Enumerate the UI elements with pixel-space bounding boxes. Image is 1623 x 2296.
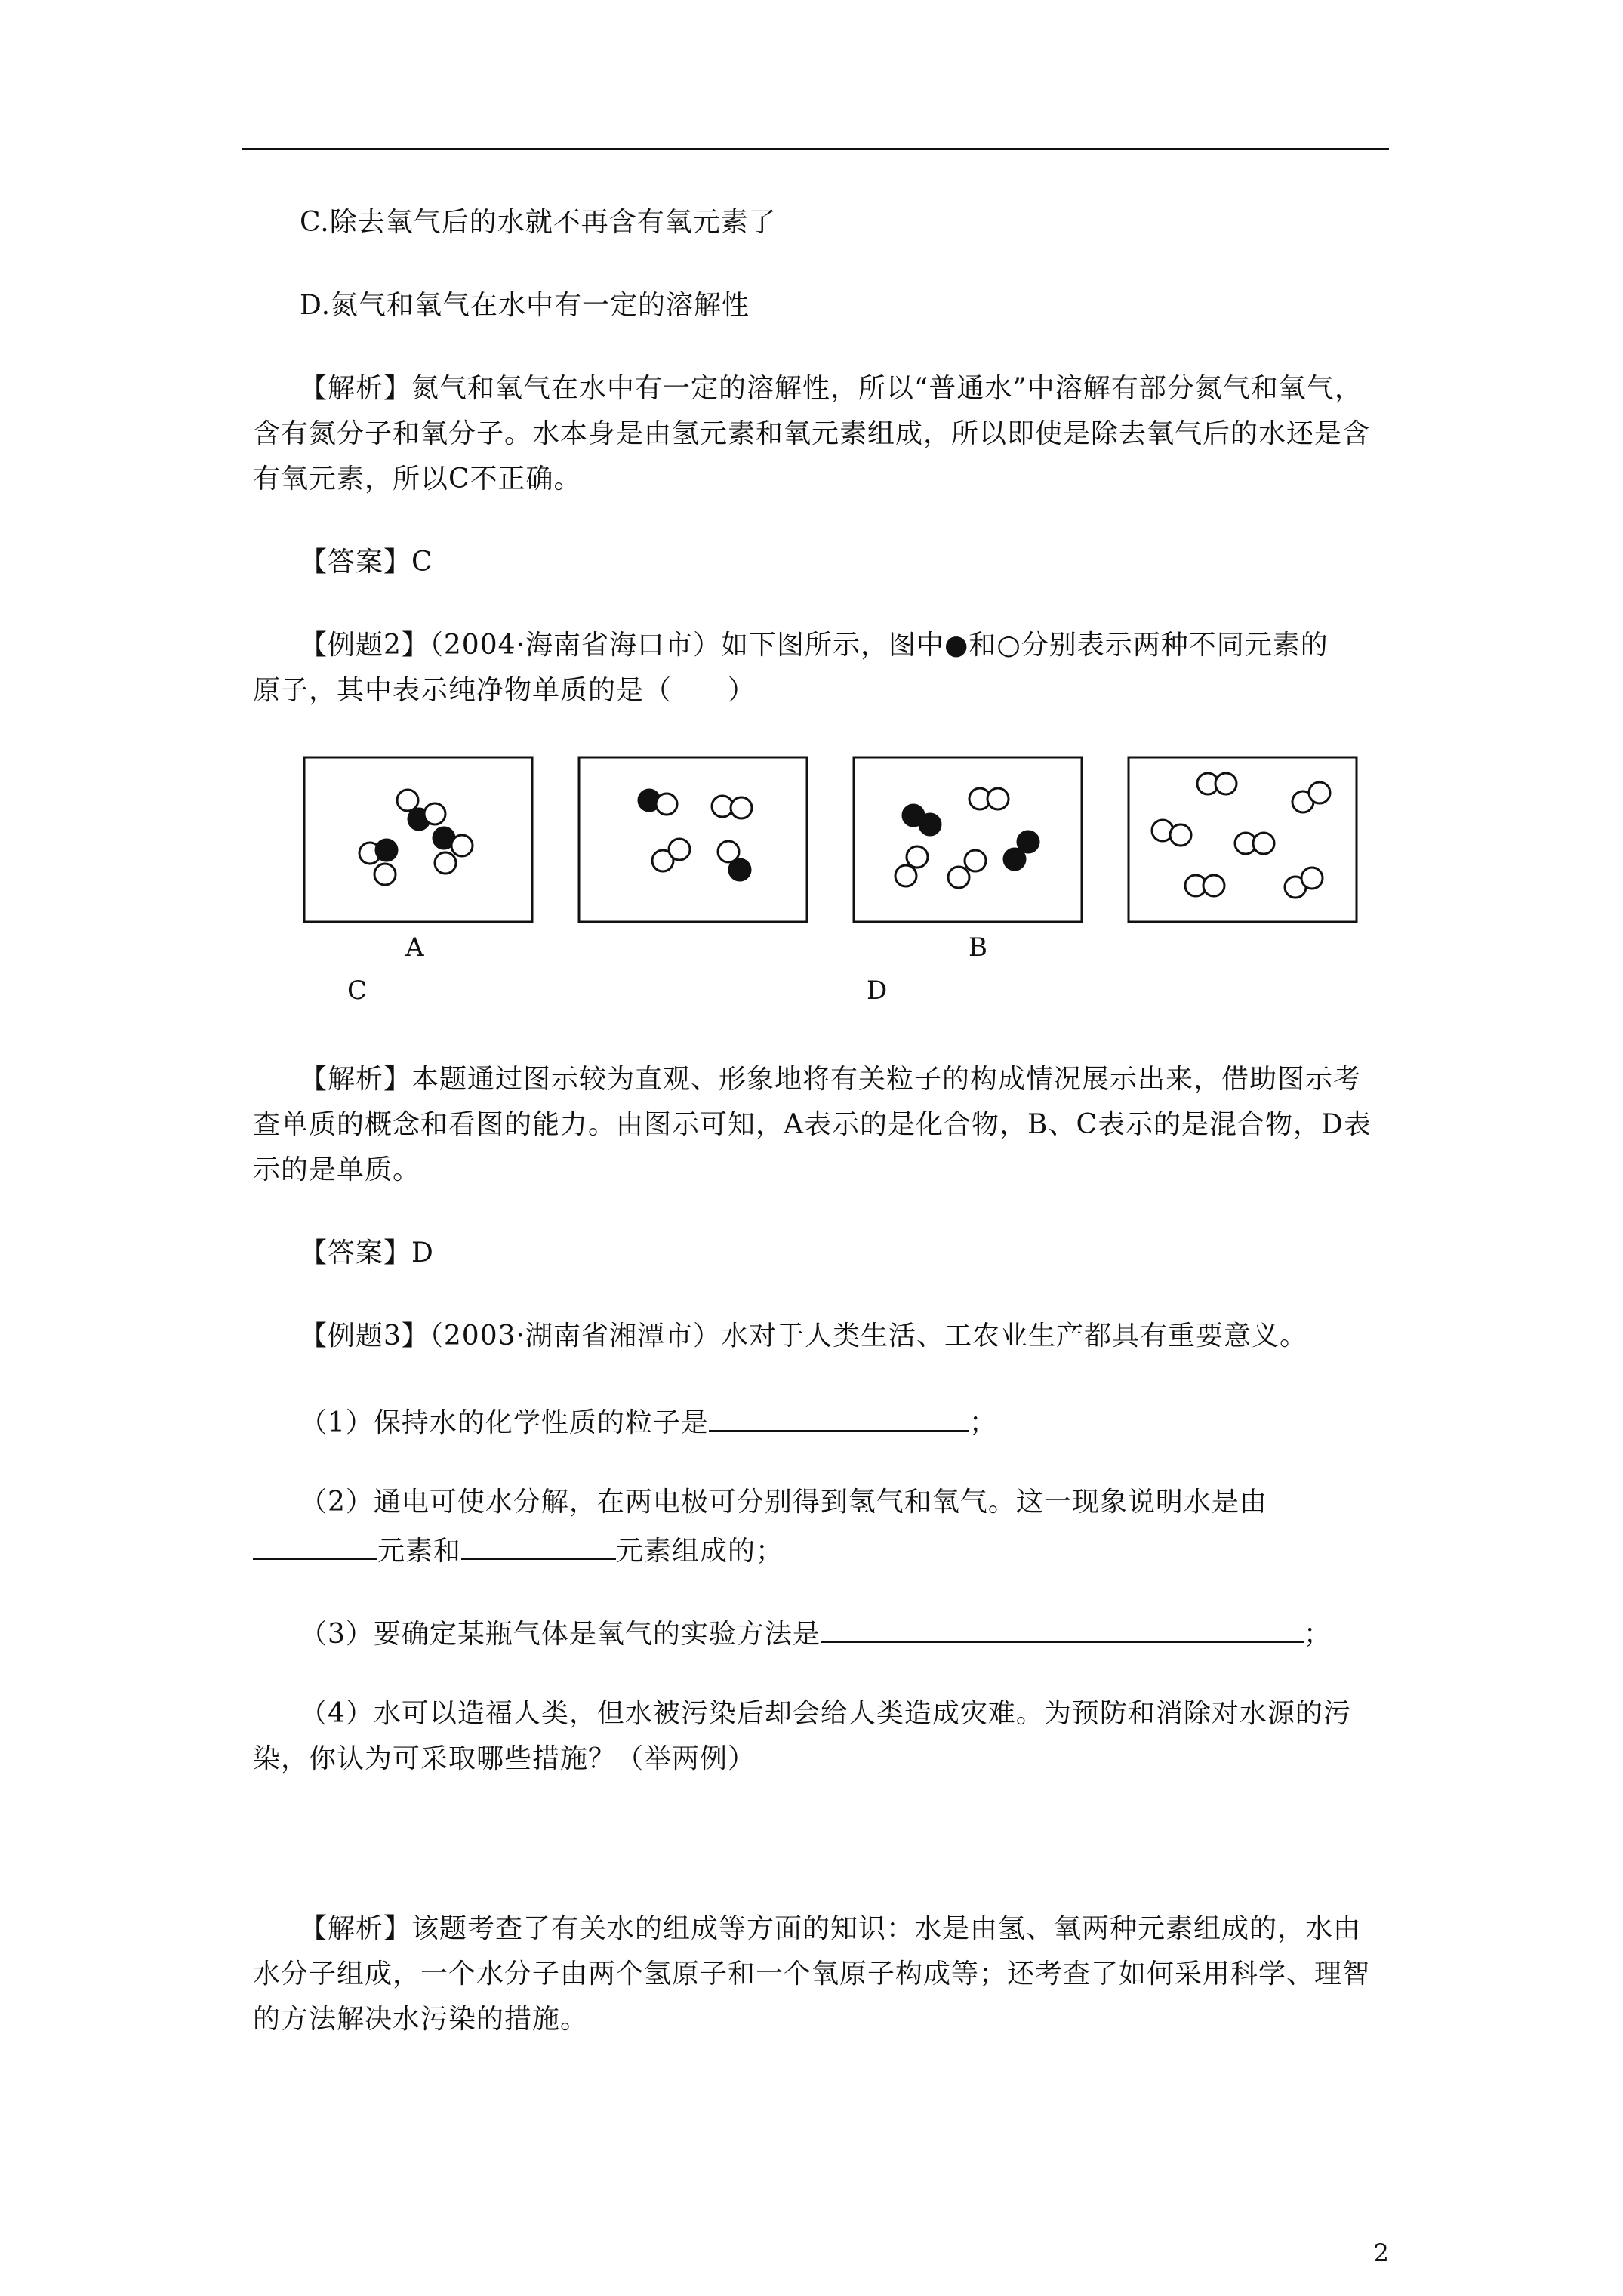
atom <box>1301 868 1323 889</box>
analysis-1-line-2: 含有氮分子和氧分子。水本身是由氢元素和氧元素组成，所以即使是除去氧气后的水还是含 <box>253 418 1371 449</box>
question-4-line-1: （4）水可以造福人类，但水被污染后却会给人类造成灾难。为预防和消除对水源的污 <box>300 1698 1351 1729</box>
question-2-end: 元素组成的； <box>616 1536 784 1567</box>
atom <box>731 797 752 818</box>
atom <box>987 788 1009 809</box>
analysis-1-line-3: 有氧元素，所以C不正确。 <box>253 464 582 495</box>
atom <box>1170 824 1191 846</box>
atom <box>948 867 969 888</box>
answer-blank-3[interactable] <box>821 1608 1304 1643</box>
atom <box>1215 773 1236 794</box>
figure-label-a: A <box>405 932 424 963</box>
analysis-1-line-1: 【解析】氮气和氧气在水中有一定的溶解性，所以“普通水”中溶解有部分氮气和氧气， <box>300 373 1363 404</box>
option-d: D.氮气和氧气在水中有一定的溶解性 <box>300 290 750 321</box>
box-a <box>304 757 532 922</box>
atom <box>1018 831 1039 852</box>
atom <box>669 839 690 860</box>
atom <box>1203 875 1224 896</box>
question-1-end: ； <box>969 1407 997 1438</box>
header-rule <box>242 148 1389 150</box>
atom <box>965 850 986 871</box>
question-3-end: ； <box>1303 1619 1332 1650</box>
atom <box>1004 849 1025 870</box>
molecule-figure <box>302 755 1366 929</box>
atom <box>374 864 396 885</box>
example-2-line-2: 原子，其中表示纯净物单质的是（ ） <box>253 675 756 706</box>
question-2-mid: 元素和 <box>377 1536 462 1567</box>
atom <box>1253 833 1274 854</box>
box-b <box>579 757 807 922</box>
example-2-line-1: 【例题2】（2004·海南省海口市）如下图所示，图中●和○分别表示两种不同元素的 <box>300 630 1329 661</box>
atom <box>435 852 456 874</box>
analysis-3-line-2: 水分子组成，一个水分子由两个氢原子和一个氧原子构成等；还考查了如何采用科学、理智 <box>253 1959 1371 1989</box>
example-3: 【例题3】（2003·湖南省湘潭市）水对于人类生活、工农业生产都具有重要意义。 <box>300 1321 1307 1351</box>
analysis-2-line-1: 【解析】本题通过图示较为直观、形象地将有关粒子的构成情况展示出来，借助图示考 <box>300 1064 1362 1095</box>
atom <box>376 840 397 861</box>
analysis-2-line-3: 示的是单质。 <box>253 1154 421 1185</box>
atom <box>919 814 941 835</box>
question-3 <box>300 1608 1332 1657</box>
question-3-text: （3）要确定某瓶气体是氧气的实验方法是 <box>300 1619 821 1650</box>
figure-label-c: C <box>347 975 368 1006</box>
atom <box>1309 782 1330 803</box>
answer-blank-2a[interactable] <box>253 1525 377 1560</box>
atom <box>907 846 928 868</box>
atom <box>656 794 677 815</box>
figure-label-d: D <box>867 975 888 1006</box>
atom <box>424 803 445 824</box>
question-2-line-2 <box>253 1525 1389 1574</box>
question-4-line-2: 染，你认为可采取哪些措施？（举两例） <box>253 1743 756 1774</box>
atom <box>729 859 750 880</box>
analysis-3-line-3: 的方法解决水污染的措施。 <box>253 2004 589 2035</box>
analysis-2-line-2: 查单质的概念和看图的能力。由图示可知，A表示的是化合物，B、C表示的是混合物，D表 <box>253 1109 1372 1140</box>
answer-blank-2b[interactable] <box>461 1525 616 1560</box>
question-2-line-1: （2）通电可使水分解，在两电极可分别得到氢气和氧气。这一现象说明水是由 <box>300 1487 1267 1518</box>
figure-label-b: B <box>969 932 987 963</box>
atom <box>397 790 418 811</box>
answer-2: 【答案】D <box>300 1237 434 1268</box>
question-1 <box>300 1397 997 1446</box>
box-c <box>854 757 1082 922</box>
page-number: 2 <box>1373 2239 1389 2267</box>
analysis-3-line-1: 【解析】该题考查了有关水的组成等方面的知识：水是由氢、氧两种元素组成的，水由 <box>300 1913 1362 1944</box>
atom <box>451 835 473 856</box>
question-1-text: （1）保持水的化学性质的粒子是 <box>300 1407 709 1438</box>
answer-blank-1[interactable] <box>709 1397 969 1432</box>
option-c: C.除去氧气后的水就不再含有氧元素了 <box>300 207 777 238</box>
atom <box>895 865 916 886</box>
answer-1: 【答案】C <box>300 547 433 578</box>
